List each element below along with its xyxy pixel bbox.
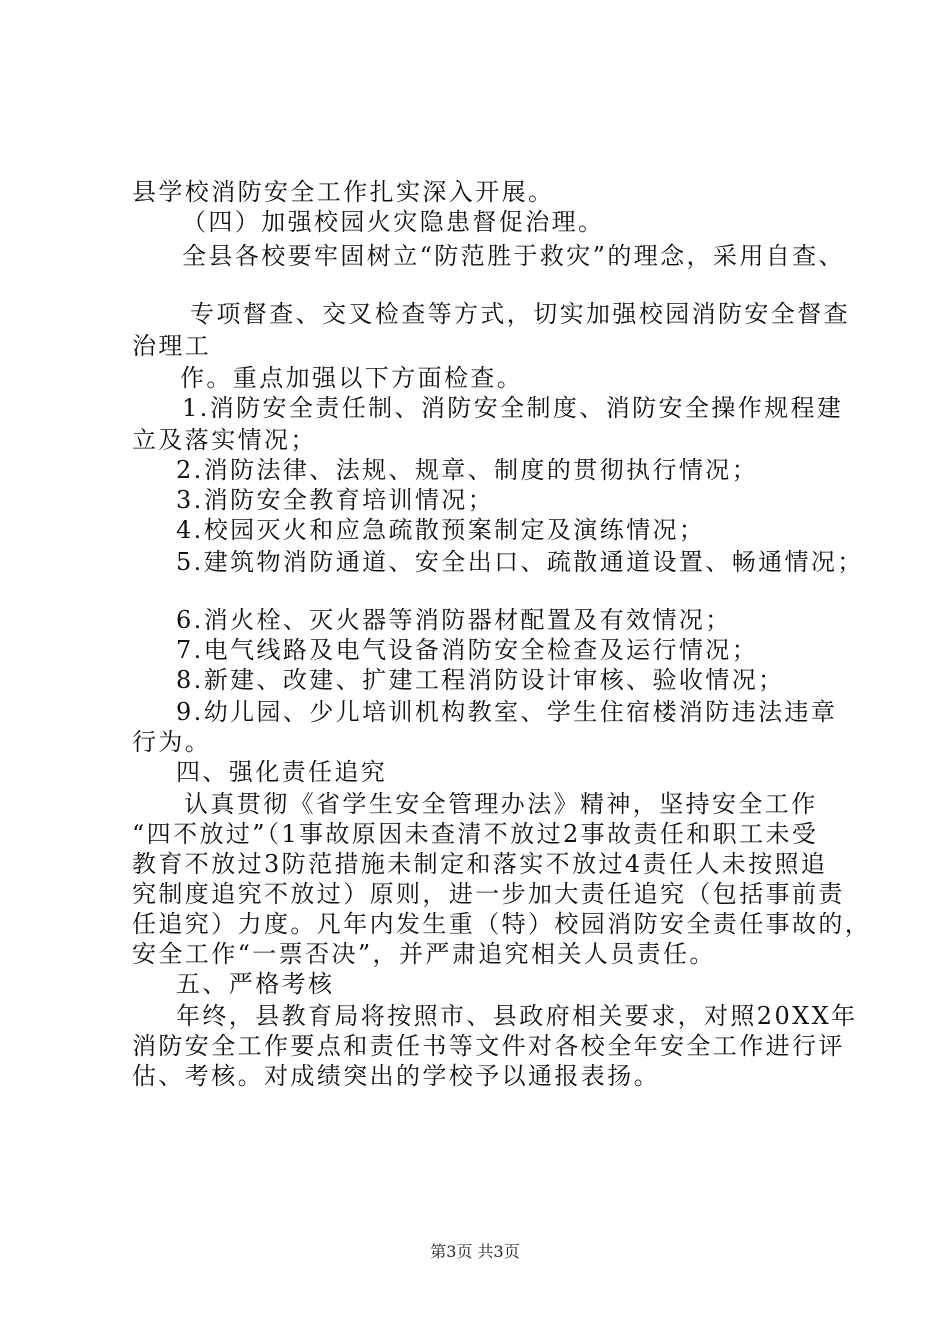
list-item: 3.消防安全教育培训情况； bbox=[176, 486, 495, 514]
section-heading: 五、严格考核 bbox=[176, 970, 335, 998]
text-line: 专项督查、交叉检查等方式，切实加强校园消防安全督查 bbox=[190, 300, 850, 328]
list-item: 9.幼儿园、少儿培训机构教室、学生住宿楼消防违法违章 bbox=[176, 698, 838, 726]
text-line: “四不放过”（1事故原因未查清不放过2事故责任和职工未受 bbox=[132, 820, 819, 848]
text-line: 安全工作“一票否决”，并严肃追究相关人员责任。 bbox=[132, 940, 716, 968]
list-item-continuation: 行为。 bbox=[132, 728, 212, 756]
section-heading: （四）加强校园火灾隐患督促治理。 bbox=[182, 208, 605, 236]
text-line: 作。重点加强以下方面检查。 bbox=[180, 364, 524, 392]
text-line: 治理工 bbox=[132, 332, 212, 360]
text-line: 年终，县教育局将按照市、县政府相关要求，对照20XX年 bbox=[176, 1002, 858, 1030]
list-item: 2.消防法律、法规、规章、制度的贯彻执行情况； bbox=[176, 456, 759, 484]
text-line: 任追究）力度。凡年内发生重（特）校园消防安全责任事故的， bbox=[132, 910, 872, 938]
page-footer: 第3页 共3页 bbox=[430, 1242, 520, 1261]
list-item: 6.消火栓、灭火器等消防器材配置及有效情况； bbox=[176, 606, 732, 634]
text-line: 全县各校要牢固树立“防范胜于救灾”的理念，采用自查、 bbox=[182, 242, 845, 270]
list-item: 1.消防安全责任制、消防安全制度、消防安全操作规程建 bbox=[182, 394, 844, 422]
list-item: 5.建筑物消防通道、安全出口、疏散通道设置、畅通情况； bbox=[176, 548, 864, 576]
text-line: 究制度追究不放过）原则，进一步加大责任追究（包括事前责 bbox=[132, 880, 845, 908]
text-line: 县学校消防安全工作扎实深入开展。 bbox=[132, 178, 555, 206]
section-heading: 四、强化责任追究 bbox=[176, 758, 388, 786]
text-line: 估、考核。对成绩突出的学校予以通报表扬。 bbox=[132, 1062, 660, 1090]
list-item: 7.电气线路及电气设备消防安全检查及运行情况； bbox=[176, 636, 759, 664]
list-item: 8.新建、改建、扩建工程消防设计审核、验收情况； bbox=[176, 666, 785, 694]
list-item-continuation: 立及落实情况； bbox=[132, 426, 317, 454]
text-line: 消防安全工作要点和责任书等文件对各校全年安全工作进行评 bbox=[132, 1032, 845, 1060]
text-line: 教育不放过3防范措施未制定和落实不放过4责任人未按照追 bbox=[132, 850, 828, 878]
list-item: 4.校园灭火和应急疏散预案制定及演练情况； bbox=[176, 516, 706, 544]
text-line: 认真贯彻《省学生安全管理办法》精神，坚持安全工作 bbox=[184, 790, 818, 818]
